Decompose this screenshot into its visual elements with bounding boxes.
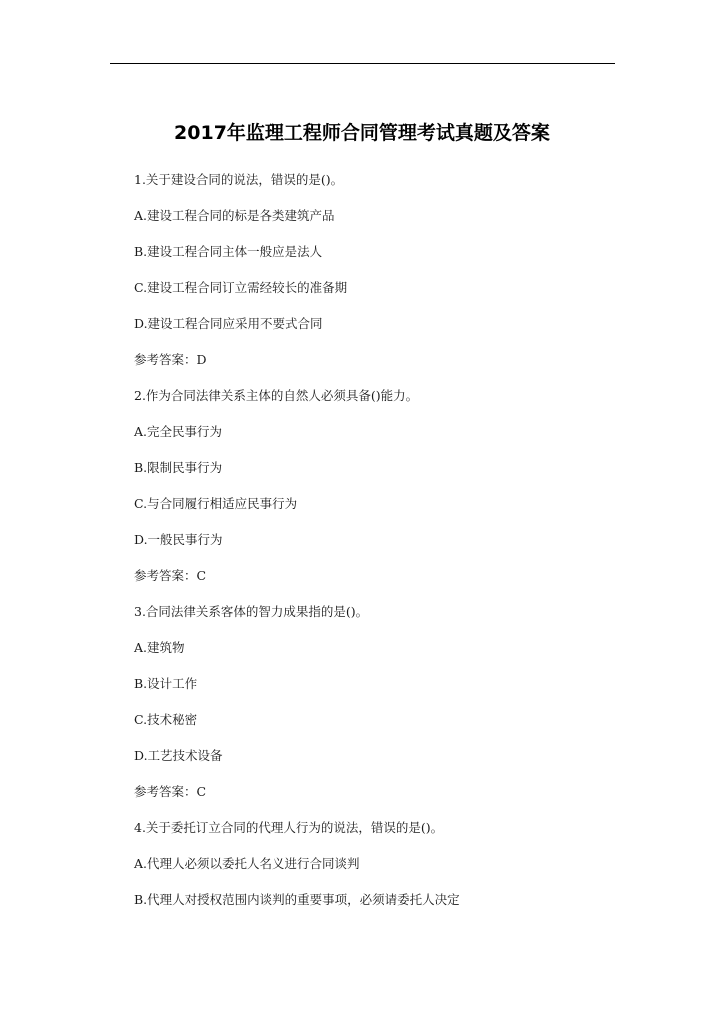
question-2-stem: 2.作为合同法律关系主体的自然人必须具备()能力。 [134, 388, 419, 403]
question-3-option-b: B.设计工作 [134, 676, 198, 691]
question-1-stem: 1.关于建设合同的说法，错误的是()。 [134, 172, 344, 187]
page-title: 2017年监理工程师合同管理考试真题及答案 [174, 122, 550, 144]
question-3-option-c: C.技术秘密 [134, 712, 198, 727]
question-3-answer: 参考答案：C [134, 784, 207, 799]
question-2-option-a: A.完全民事行为 [134, 424, 223, 439]
question-1-option-b: B.建设工程合同主体一般应是法人 [134, 244, 323, 259]
question-3-option-a: A.建筑物 [134, 640, 185, 655]
question-1-option-d: D.建设工程合同应采用不要式合同 [134, 316, 323, 331]
question-4-option-a: A.代理人必须以委托人名义进行合同谈判 [134, 856, 360, 871]
question-4-option-b: B.代理人对授权范围内谈判的重要事项，必须请委托人决定 [134, 892, 460, 907]
question-2-option-d: D.一般民事行为 [134, 532, 223, 547]
question-4-stem: 4.关于委托订立合同的代理人行为的说法，错误的是()。 [134, 820, 444, 835]
question-1-answer: 参考答案：D [134, 352, 207, 367]
question-1-option-c: C.建设工程合同订立需经较长的准备期 [134, 280, 348, 295]
question-3-option-d: D.工艺技术设备 [134, 748, 223, 763]
header-rule [110, 63, 615, 64]
question-2-answer: 参考答案：C [134, 568, 207, 583]
question-3-stem: 3.合同法律关系客体的智力成果指的是()。 [134, 604, 369, 619]
question-2-option-b: B.限制民事行为 [134, 460, 223, 475]
question-1-option-a: A.建设工程合同的标是各类建筑产品 [134, 208, 335, 223]
question-2-option-c: C.与合同履行相适应民事行为 [134, 496, 298, 511]
